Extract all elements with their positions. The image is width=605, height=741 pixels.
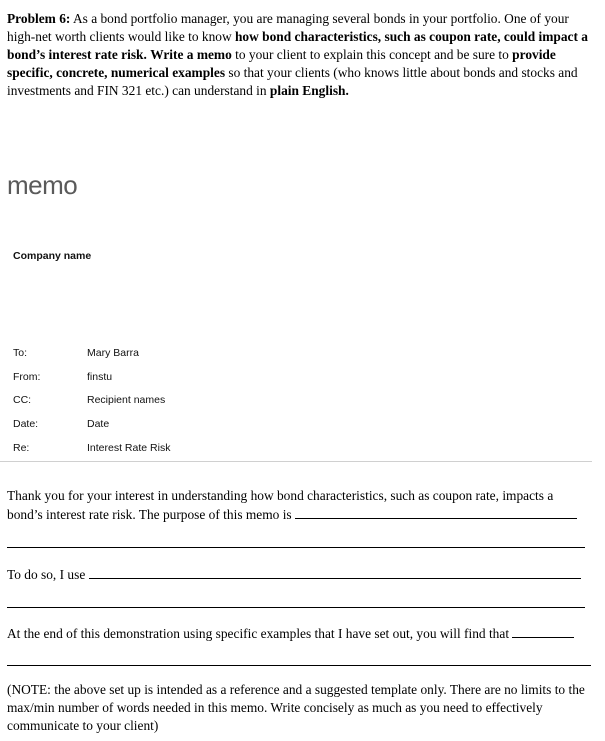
- note-text: (NOTE: the above set up is intended as a reference and a suggested template only. There are no limits to the max/min number of words needed in this memo. Write concisely as much as you need to effectively communicate to your client): [7, 682, 585, 733]
- re-value: Interest Rate Risk: [87, 442, 171, 454]
- problem-statement: [7, 10, 595, 100]
- purpose-blank-line[interactable]: [7, 547, 585, 548]
- company-name: Company name: [13, 250, 92, 262]
- cc-label: CC:: [13, 394, 32, 406]
- memo-title: memo: [7, 170, 78, 200]
- cc-value: Recipient names: [87, 394, 166, 406]
- problem-bold-question: how bond characteristics, such as coupon rate, could impact a bond’s interest rate risk.: [7, 29, 588, 62]
- problem-paragraph: [7, 10, 595, 100]
- memo-header: [0, 345, 592, 462]
- re-label: Re:: [13, 442, 30, 454]
- date-label: Date:: [13, 418, 39, 430]
- conclusion-blank-line[interactable]: [7, 665, 591, 666]
- template-note: [7, 681, 595, 735]
- problem-bold-write-memo: Write a memo: [150, 47, 232, 62]
- purpose-text: bond’s interest rate risk. The purpose of this memo is: [7, 507, 292, 522]
- method-text: To do so, I use: [7, 567, 86, 582]
- problem-bold-plain-english: plain English.: [269, 83, 349, 98]
- to-label: To:: [13, 347, 28, 359]
- to-value: Mary Barra: [87, 347, 139, 359]
- problem-bold-examples: provide specific, concrete, numerical examples: [7, 47, 556, 80]
- problem-text-4: so that your clients (who knows little about bonds and stocks and investments and FIN 321 etc.) can understand in: [7, 65, 578, 98]
- purpose-line-1: Thank you for your interest in understanding how bond characteristics, such as coupon rate, impacts a: [7, 488, 554, 503]
- problem-text-1: As a bond portfolio manager, you are managing several bonds in your portfolio. One of your high-net worth clients would like to know: [7, 11, 569, 44]
- method-line: [7, 565, 587, 584]
- date-value: Date: [87, 418, 110, 430]
- purpose-blank[interactable]: [295, 505, 577, 519]
- conclusion-text: At the end of this demonstration using specific examples that I have set out, you will find that: [7, 626, 510, 641]
- conclusion-line: [7, 624, 587, 643]
- problem-label: Problem 6:: [7, 11, 71, 26]
- from-value: finstu: [87, 371, 113, 383]
- problem-text-3: to your client to explain this concept and be sure to: [231, 47, 513, 62]
- method-blank[interactable]: [89, 565, 581, 579]
- purpose-line-2: [7, 505, 587, 524]
- method-blank-line[interactable]: [7, 607, 585, 608]
- conclusion-blank[interactable]: [512, 624, 574, 638]
- from-label: From:: [13, 371, 41, 383]
